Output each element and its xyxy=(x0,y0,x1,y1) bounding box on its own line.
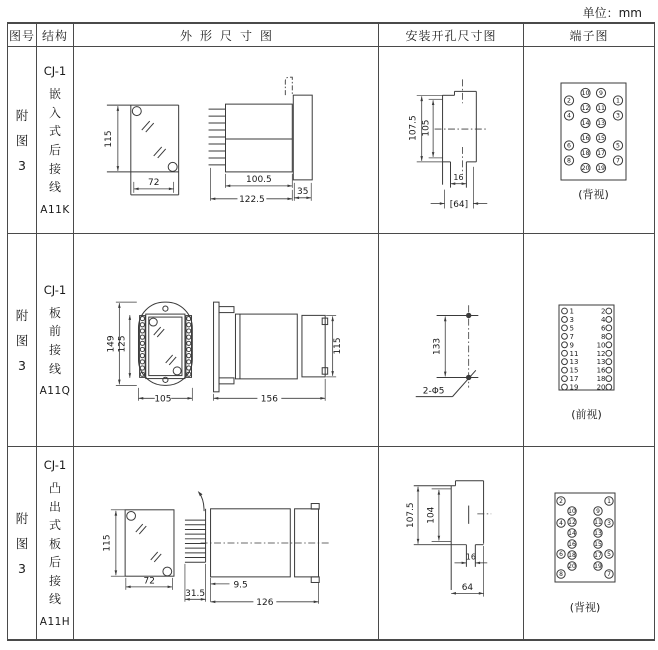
terminal-caption: (背视) xyxy=(569,601,601,614)
svg-text:10: 10 xyxy=(568,508,576,516)
figure-no-row2: 附 图 3 xyxy=(8,234,37,447)
structure-code: A11Q xyxy=(39,385,71,398)
structure-code: A11H xyxy=(39,616,71,629)
structure-row3 xyxy=(37,447,74,639)
svg-text:20: 20 xyxy=(596,383,606,392)
svg-text:2: 2 xyxy=(601,307,606,316)
dim-label: 104 xyxy=(426,506,437,524)
side-view xyxy=(209,77,313,205)
svg-text:17: 17 xyxy=(597,149,605,157)
svg-text:16: 16 xyxy=(596,366,606,375)
dim-label: 149 xyxy=(106,334,117,353)
dim-label: 115 xyxy=(102,534,113,552)
model-label: CJ-1 xyxy=(43,457,67,472)
svg-text:3: 3 xyxy=(569,315,574,324)
svg-text:14: 14 xyxy=(568,530,576,538)
svg-text:12: 12 xyxy=(568,519,576,527)
svg-text:9: 9 xyxy=(599,89,603,97)
dim-label: 31.5 xyxy=(185,588,206,599)
dim-label: 9.5 xyxy=(233,580,248,591)
svg-text:9: 9 xyxy=(596,508,600,516)
svg-text:13: 13 xyxy=(597,119,605,127)
outline-diagram-row1 xyxy=(74,47,379,234)
arrowhead xyxy=(198,491,203,496)
svg-text:10: 10 xyxy=(596,340,606,349)
svg-text:11: 11 xyxy=(569,349,579,358)
dimension-table xyxy=(7,22,655,641)
svg-text:12: 12 xyxy=(581,104,590,112)
front-view xyxy=(102,510,174,590)
dim-label: 105 xyxy=(154,393,172,404)
figure-no-row1: 附 图 3 xyxy=(8,47,37,234)
svg-text:20: 20 xyxy=(568,563,576,571)
dim-label: [64] xyxy=(449,199,469,210)
svg-text:15: 15 xyxy=(569,366,579,375)
terminal-diagram-row1 xyxy=(524,47,654,234)
svg-text:19: 19 xyxy=(594,563,602,571)
mount-hole xyxy=(127,512,136,521)
svg-text:7: 7 xyxy=(569,332,574,341)
svg-text:16: 16 xyxy=(568,541,576,549)
mount-plate xyxy=(138,302,192,385)
svg-text:9: 9 xyxy=(569,340,574,349)
dim-label: 2-Φ5 xyxy=(422,386,445,397)
svg-text:10: 10 xyxy=(581,89,590,97)
dim-label: 156 xyxy=(260,393,278,404)
svg-text:8: 8 xyxy=(559,571,563,579)
svg-text:3: 3 xyxy=(607,520,611,528)
terminal-caption: (背视) xyxy=(578,187,609,201)
svg-text:19: 19 xyxy=(569,383,579,392)
svg-text:3: 3 xyxy=(616,112,620,120)
structure-row2 xyxy=(37,234,74,447)
outline-drawing-a11k xyxy=(74,47,378,234)
dim-label: 105 xyxy=(421,119,432,137)
install-diagram-row2 xyxy=(379,234,524,447)
dim-label: 100.5 xyxy=(246,174,272,185)
svg-text:6: 6 xyxy=(559,551,563,559)
front-view xyxy=(106,302,192,404)
mount-hole xyxy=(132,106,141,115)
glass-hatch xyxy=(136,524,146,534)
install-drawing-a11q xyxy=(379,234,523,447)
svg-text:8: 8 xyxy=(601,332,606,341)
structure-desc: 嵌 入 式 后 接 线 xyxy=(48,87,61,195)
svg-text:13: 13 xyxy=(569,357,579,366)
svg-text:7: 7 xyxy=(616,157,620,165)
mount-hole xyxy=(163,306,168,311)
svg-text:4: 4 xyxy=(601,315,606,324)
outline-drawing-a11h xyxy=(74,447,378,639)
svg-text:13: 13 xyxy=(594,530,602,538)
structure-desc: 板 前 接 线 xyxy=(48,305,61,376)
col-header-terminal: 端子图 xyxy=(524,24,654,47)
structure-desc: 凸 出 式 板 后 接 线 xyxy=(48,480,61,607)
install-diagram-row1 xyxy=(379,47,524,234)
drill-hole xyxy=(466,312,471,317)
glass-hatch xyxy=(154,327,164,337)
outline-diagram-row2 xyxy=(74,234,379,447)
svg-text:13: 13 xyxy=(596,357,606,366)
side-view xyxy=(214,302,344,404)
dim-label: 16 xyxy=(453,172,464,182)
col-header-figure-no: 图号 xyxy=(8,24,37,47)
glass-hatch xyxy=(142,121,154,132)
mount-hole xyxy=(168,162,177,171)
svg-text:7: 7 xyxy=(607,571,611,579)
svg-text:18: 18 xyxy=(581,149,590,157)
terminal-drawing-a11k xyxy=(524,47,654,234)
structure-code: A11K xyxy=(40,203,70,216)
terminal-diagram-row3 xyxy=(524,447,654,639)
svg-text:6: 6 xyxy=(601,323,606,332)
svg-text:15: 15 xyxy=(597,134,605,142)
terminal-caption: (前视) xyxy=(571,407,602,421)
svg-text:1: 1 xyxy=(569,307,574,316)
svg-text:12: 12 xyxy=(596,349,606,358)
svg-text:4: 4 xyxy=(559,520,563,528)
svg-text:6: 6 xyxy=(567,142,571,150)
svg-text:1: 1 xyxy=(616,97,620,105)
dim-label: 72 xyxy=(143,576,155,587)
model-label: CJ-1 xyxy=(43,282,67,297)
svg-text:2: 2 xyxy=(567,97,571,105)
dim-label: 72 xyxy=(148,177,160,188)
model-label: CJ-1 xyxy=(43,64,67,79)
svg-text:15: 15 xyxy=(594,541,602,549)
outline-drawing-a11q xyxy=(74,234,378,447)
dim-label: 133 xyxy=(432,337,443,355)
dim-label: 107.5 xyxy=(405,502,416,528)
glass-hatch xyxy=(166,354,176,364)
svg-text:14: 14 xyxy=(581,119,590,127)
structure-row1 xyxy=(37,47,74,234)
svg-text:17: 17 xyxy=(594,552,602,560)
col-header-structure: 结构 xyxy=(37,24,74,47)
svg-text:8: 8 xyxy=(567,157,571,165)
dim-label: 16 xyxy=(465,552,476,562)
dim-label: 122.5 xyxy=(239,194,265,205)
svg-text:4: 4 xyxy=(567,112,571,120)
side-view xyxy=(185,491,331,608)
svg-text:2: 2 xyxy=(559,498,563,506)
svg-text:5: 5 xyxy=(569,323,574,332)
svg-text:18: 18 xyxy=(596,374,606,383)
unit-label: 单位：mm xyxy=(582,6,642,20)
glass-hatch xyxy=(154,146,166,157)
dim-label: 35 xyxy=(297,186,309,197)
svg-text:5: 5 xyxy=(607,551,611,559)
dim-label: 126 xyxy=(256,597,274,608)
col-header-outline: 外形尺寸图 xyxy=(74,24,379,47)
mount-hole xyxy=(163,567,172,576)
figure-no-row3: 附 图 3 xyxy=(8,447,37,639)
terminal-drawing-a11q xyxy=(524,234,654,447)
install-diagram-row3 xyxy=(379,447,524,639)
svg-text:17: 17 xyxy=(569,374,579,383)
svg-text:11: 11 xyxy=(594,519,602,527)
svg-text:16: 16 xyxy=(581,134,590,142)
hidden-stud xyxy=(285,77,292,95)
svg-text:19: 19 xyxy=(597,164,605,172)
terminal-drawing-a11h xyxy=(524,447,654,639)
install-drawing-a11h xyxy=(379,447,523,639)
dim-label: 115 xyxy=(333,336,344,355)
glass-hatch xyxy=(151,552,161,562)
svg-text:20: 20 xyxy=(581,164,590,172)
outline-diagram-row3 xyxy=(74,447,379,639)
col-header-install: 安装开孔尺寸图 xyxy=(379,24,524,47)
svg-text:5: 5 xyxy=(616,142,620,150)
dim-label: 125 xyxy=(117,334,128,353)
svg-text:1: 1 xyxy=(607,498,611,506)
front-view xyxy=(104,105,179,195)
dim-label: 107.5 xyxy=(408,114,419,141)
panel-plate xyxy=(214,302,219,392)
install-drawing-a11k xyxy=(379,47,523,234)
terminal-diagram-row2 xyxy=(524,234,654,447)
svg-text:11: 11 xyxy=(597,104,605,112)
mount-hole xyxy=(163,377,168,382)
svg-text:18: 18 xyxy=(568,552,576,560)
dim-label: 64 xyxy=(461,582,474,593)
dim-label: 115 xyxy=(103,129,114,148)
